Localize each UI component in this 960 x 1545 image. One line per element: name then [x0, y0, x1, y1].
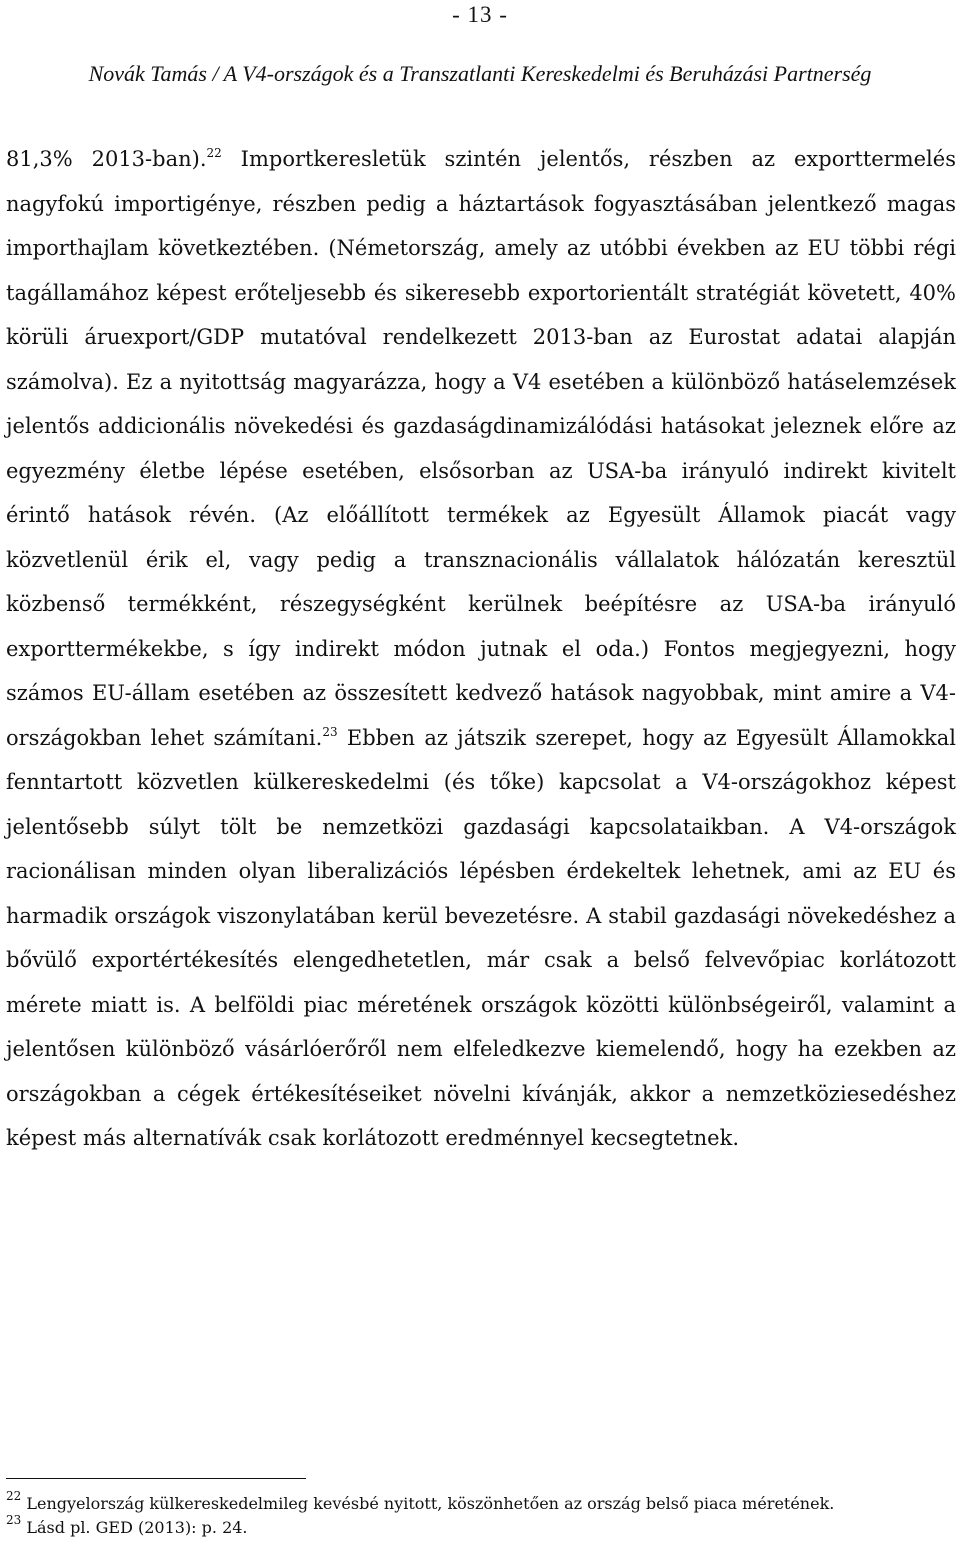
body-text-part-1: 81,3% 2013-ban). [6, 147, 207, 171]
body-paragraph [6, 137, 956, 1161]
running-header: Novák Tamás / A V4-országok és a Transzatlanti Kereskedelmi és Beruházási Partnerség [88, 61, 872, 86]
footnote-reference-22: 22 [206, 146, 222, 160]
body-text-part-3: Ebben az játszik szerepet, hogy az Egyesült Államokkal fenntartott közvetlen külkereskedelmi (és tőke) kapcsolat a V4-országokhoz képest jelentősebb súlyt tölt be nemzetközi gazdasági kapcsolataikban. A V4-országok racionálisan minden olyan liberalizációs lépésben érdekeltek lehetnek, ami az EU és harmadik országok viszonylatában kerül bevezetésre. A stabil gazdasági növekedéshez a bővülő exportértékesítés elengedhetetlen, már csak a belső felvevőpiac korlátozott mérete miatt is. A belföldi piac méretének országok közötti különbségeiről, valamint a jelentősen különböző vásárlóerőről nem elfeledkezve kiemelendő, hogy ha ezekben az országokban a cégek értékesítéseiket növelni kívánják, akkor a nemzetköziesedéshez képest más alternatívák csak korlátozott eredménnyel kecsegtetnek. [6, 725, 956, 1150]
footnote-reference-23: 23 [322, 724, 338, 739]
footnote-22 [6, 1489, 956, 1516]
footnote-marker: 22 [6, 1489, 22, 1503]
footnote-text: Lásd pl. GED (2013): p. 24. [21, 1518, 248, 1537]
footnote-text: Lengyelország külkereskedelmileg kevésbé nyitott, köszönhetően az ország belső piaca méretének. [21, 1494, 835, 1513]
body-text-part-2: Importkeresletük szintén jelentős, részben az exporttermelés nagyfokú importigénye, részben pedig a háztartások fogyasztásában jelentkező magas importhajlam következtében. (Németország, amely az utóbbi években az EU többi régi tagállamához képest erőteljesebb és sikeresebb exportorientált stratégiát követett, 40% körüli áruexport/GDP mutatóval rendelkezett 2013-ban az Eurostat adatai alapján számolva). Ez a nyitottság magyarázza, hogy a V4 esetében a különböző hatáselemzések jelentős addicionális növekedési és gazdaságdinamizálódási hatásokat jeleznek előre az egyezmény életbe lépése esetében, elsősorban az USA-ba irányuló indirekt kivitelt érintő hatások révén. (Az előállított termékek az Egyesült Államok piacát vagy közvetlenül érik el, vagy pedig a transznacionális vállalatok hálózatán keresztül közbenső termékként, részegységként kerülnek beépítésre az USA-ba irányuló exporttermékekbe, s így indirekt módon jutnak el oda.) Fontos megjegyezni, hogy számos EU-állam esetében az összesített kedvező hatások nagyobbak, mint amire a V4-országokban lehet számítani. [6, 147, 956, 750]
page-number: - 13 - [452, 2, 508, 27]
footnote-23 [6, 1513, 956, 1540]
footnote-marker: 23 [6, 1513, 22, 1527]
footnote-separator [6, 1478, 306, 1479]
